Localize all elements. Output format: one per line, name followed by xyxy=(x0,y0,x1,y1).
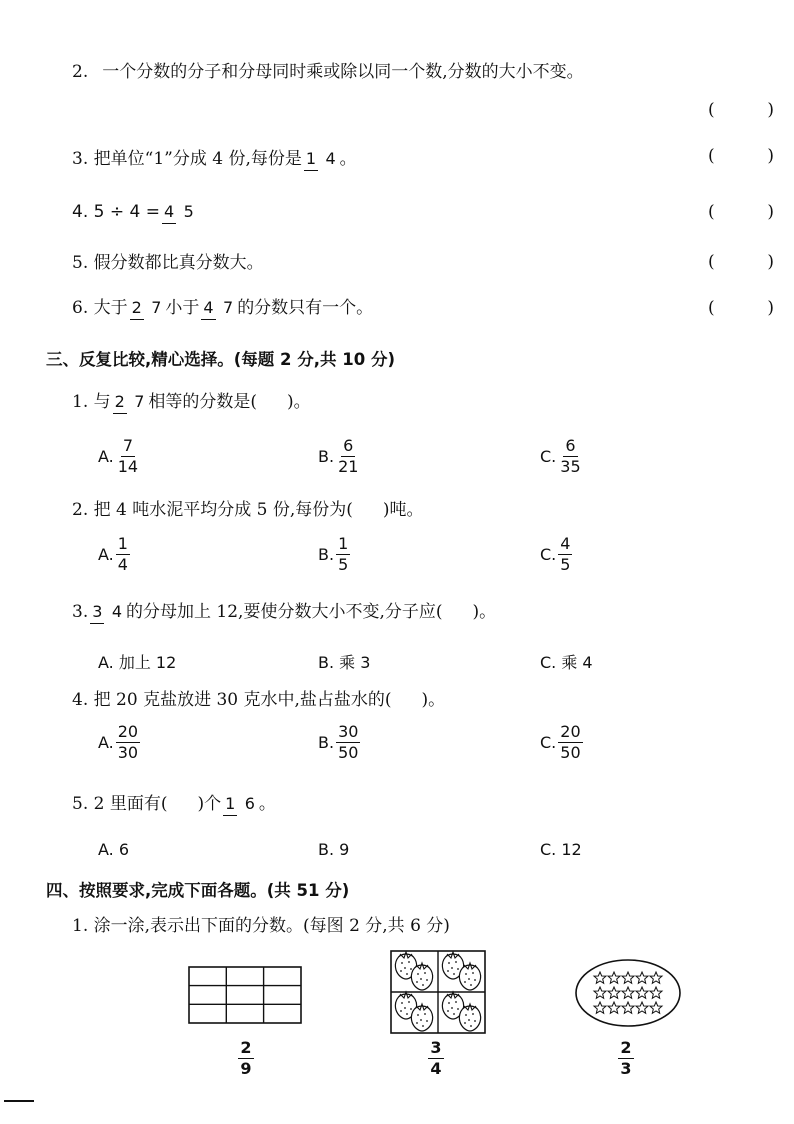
judge-q2-answer-blank[interactable] xyxy=(708,100,774,120)
section4-q1-text: 1. 涂一涂,表示出下面的分数。(每图 2 分,共 6 分) xyxy=(72,916,450,936)
option-label: C. xyxy=(540,545,557,564)
strawberry-figure[interactable] xyxy=(390,950,486,1034)
judge-q4 xyxy=(72,194,198,230)
numerator: 1 xyxy=(223,794,237,816)
paren-close: ) xyxy=(767,100,774,120)
choice-q5-end: 。 xyxy=(258,794,276,814)
judge-q6 xyxy=(72,290,373,326)
denominator: 4 xyxy=(117,555,128,574)
fraction xyxy=(90,601,124,621)
numerator: 1 xyxy=(117,534,128,553)
fraction xyxy=(116,536,130,573)
numerator: 4 xyxy=(201,298,215,320)
choice-q5-text-2: )个 xyxy=(197,794,222,814)
paren-close: ) xyxy=(767,252,774,272)
choice-q5-option-a[interactable] xyxy=(98,840,129,859)
choice-q4-end: )。 xyxy=(421,690,446,710)
fraction xyxy=(238,1040,253,1077)
choice-q5 xyxy=(72,786,276,822)
fraction xyxy=(618,1040,633,1077)
choice-q3-end: )。 xyxy=(472,602,497,622)
numerator: 2 xyxy=(113,392,127,414)
choice-q2-end: )吨。 xyxy=(382,500,424,520)
judge-q4-text: 4. 5 ÷ 4 = xyxy=(72,202,160,222)
numerator: 1 xyxy=(338,534,349,553)
option-text: A. 加上 12 xyxy=(98,653,177,672)
paren-open: ( xyxy=(708,100,715,120)
choice-q3-option-c[interactable] xyxy=(540,650,593,673)
option-text: B. 乘 3 xyxy=(318,653,371,672)
choice-q5-option-b[interactable] xyxy=(318,840,349,859)
judge-q2-number: 2. xyxy=(72,62,89,82)
grid-figure[interactable] xyxy=(188,966,302,1024)
fraction xyxy=(336,438,360,475)
option-text: C. 12 xyxy=(540,840,582,859)
fraction xyxy=(201,297,235,317)
choice-q2-text: 2. 把 4 吨水泥平均分成 5 份,每份为( xyxy=(72,500,353,520)
denominator: 9 xyxy=(240,1059,252,1078)
choice-q1 xyxy=(72,384,311,420)
denominator: 7 xyxy=(223,297,234,317)
option-label: A. xyxy=(98,447,114,466)
fraction xyxy=(116,724,140,761)
fraction xyxy=(558,724,582,761)
choice-q3 xyxy=(72,594,496,630)
choice-q5-text: 5. 2 里面有( xyxy=(72,794,168,814)
fraction xyxy=(113,391,147,411)
section4-heading: 四、按照要求,完成下面各题。(共 51 分) xyxy=(46,881,350,900)
choice-q1-option-a[interactable] xyxy=(98,438,142,475)
denominator: 21 xyxy=(338,457,359,476)
choice-q4 xyxy=(72,688,445,712)
figure1-label xyxy=(216,1040,276,1077)
denominator: 5 xyxy=(338,555,349,574)
choice-q3-option-b[interactable] xyxy=(318,650,370,673)
choice-q3-text: 的分母加上 12,要使分数大小不变,分子应( xyxy=(126,602,443,622)
page-corner-mark xyxy=(4,1100,34,1102)
numerator: 20 xyxy=(560,722,581,741)
fraction xyxy=(116,438,140,475)
denominator: 35 xyxy=(560,457,581,476)
denominator: 4 xyxy=(430,1059,442,1078)
numerator: 30 xyxy=(338,722,359,741)
denominator: 50 xyxy=(560,743,581,762)
choice-q2-option-b[interactable] xyxy=(318,536,352,573)
denominator: 5 xyxy=(183,201,194,221)
judge-q3 xyxy=(72,141,357,177)
denominator: 3 xyxy=(620,1059,632,1078)
choice-q1-option-c[interactable] xyxy=(540,438,585,475)
judge-q2-text: 一个分数的分子和分母同时乘或除以同一个数,分数的大小不变。 xyxy=(102,62,584,82)
choice-q4-option-c[interactable] xyxy=(540,724,585,761)
judge-q6-answer-blank[interactable] xyxy=(708,298,774,318)
fraction xyxy=(336,724,360,761)
judge-q3-answer-blank[interactable] xyxy=(708,146,774,166)
judge-q3-end: 。 xyxy=(339,149,357,169)
paren-open: ( xyxy=(708,146,715,166)
choice-q4-text: 4. 把 20 克盐放进 30 克水中,盐占盐水的( xyxy=(72,690,392,710)
judge-q3-text: 3. 把单位“1”分成 4 份,每份是 xyxy=(72,149,302,169)
option-text: B. 9 xyxy=(318,840,350,859)
figure3-label xyxy=(596,1040,656,1077)
choice-q2-option-c[interactable] xyxy=(540,536,574,573)
paren-open: ( xyxy=(708,202,715,222)
option-label: B. xyxy=(318,733,335,752)
choice-q1-text-2: 相等的分数是( xyxy=(148,392,258,412)
paren-close: ) xyxy=(767,146,774,166)
option-label: B. xyxy=(318,545,335,564)
fraction xyxy=(162,201,196,221)
denominator: 4 xyxy=(111,601,123,621)
paren-close: ) xyxy=(767,202,774,222)
numerator: 20 xyxy=(117,722,139,741)
numerator: 2 xyxy=(130,298,144,320)
judge-q6-mid: 小于 xyxy=(165,298,200,318)
numerator: 7 xyxy=(122,436,134,455)
choice-q3-number: 3. xyxy=(72,602,89,622)
choice-q1-text: 1. 与 xyxy=(72,392,111,412)
denominator: 4 xyxy=(325,148,336,168)
option-label: A. xyxy=(98,733,114,752)
numerator: 2 xyxy=(240,1038,252,1057)
choice-q4-option-a[interactable] xyxy=(98,724,142,761)
numerator: 3 xyxy=(430,1038,442,1057)
judge-q5 xyxy=(72,251,264,275)
judge-q4-answer-blank[interactable] xyxy=(708,202,774,222)
fraction xyxy=(130,297,164,317)
choice-q3-option-a[interactable] xyxy=(98,650,176,673)
fraction xyxy=(558,536,572,573)
numerator: 6 xyxy=(343,436,354,455)
paren-open: ( xyxy=(708,252,715,272)
option-label: A. xyxy=(98,545,114,564)
judge-q6-end: 的分数只有一个。 xyxy=(237,298,374,318)
judge-q2 xyxy=(72,60,584,84)
paren-close: ) xyxy=(767,298,774,318)
figure2-label xyxy=(406,1040,466,1077)
section4-q1 xyxy=(72,914,450,938)
numerator: 4 xyxy=(560,534,571,553)
numerator: 1 xyxy=(304,149,318,171)
choice-q2-option-a[interactable] xyxy=(98,536,132,573)
denominator: 6 xyxy=(244,793,255,813)
denominator: 50 xyxy=(338,743,359,762)
fraction xyxy=(558,438,582,475)
paren-open: ( xyxy=(708,298,715,318)
judge-q5-text: 5. 假分数都比真分数大。 xyxy=(72,253,264,273)
option-text: C. 乘 4 xyxy=(540,653,593,672)
option-label: B. xyxy=(318,447,335,466)
denominator: 7 xyxy=(151,297,162,317)
option-label: C. xyxy=(540,733,557,752)
denominator: 7 xyxy=(134,391,145,411)
judge-q5-answer-blank[interactable] xyxy=(708,252,774,272)
denominator: 30 xyxy=(117,743,139,762)
denominator: 5 xyxy=(560,555,571,574)
numerator: 6 xyxy=(565,436,576,455)
section3-heading: 三、反复比较,精心选择。(每题 2 分,共 10 分) xyxy=(46,350,396,369)
choice-q2 xyxy=(72,498,424,522)
option-text: A. 6 xyxy=(98,840,130,859)
stars-figure[interactable] xyxy=(574,958,682,1028)
denominator: 14 xyxy=(117,457,139,476)
choice-q1-option-b[interactable] xyxy=(318,438,362,475)
choice-q4-option-b[interactable] xyxy=(318,724,362,761)
numerator: 4 xyxy=(162,202,176,224)
fraction xyxy=(223,793,257,813)
fraction xyxy=(336,536,350,573)
judge-q6-text: 6. 大于 xyxy=(72,298,128,318)
option-label: C. xyxy=(540,447,557,466)
choice-q5-option-c[interactable] xyxy=(540,840,582,859)
numerator: 2 xyxy=(620,1038,632,1057)
choice-q1-end: )。 xyxy=(287,392,311,412)
fraction xyxy=(428,1040,443,1077)
numerator: 3 xyxy=(90,602,104,624)
fraction xyxy=(304,148,338,168)
